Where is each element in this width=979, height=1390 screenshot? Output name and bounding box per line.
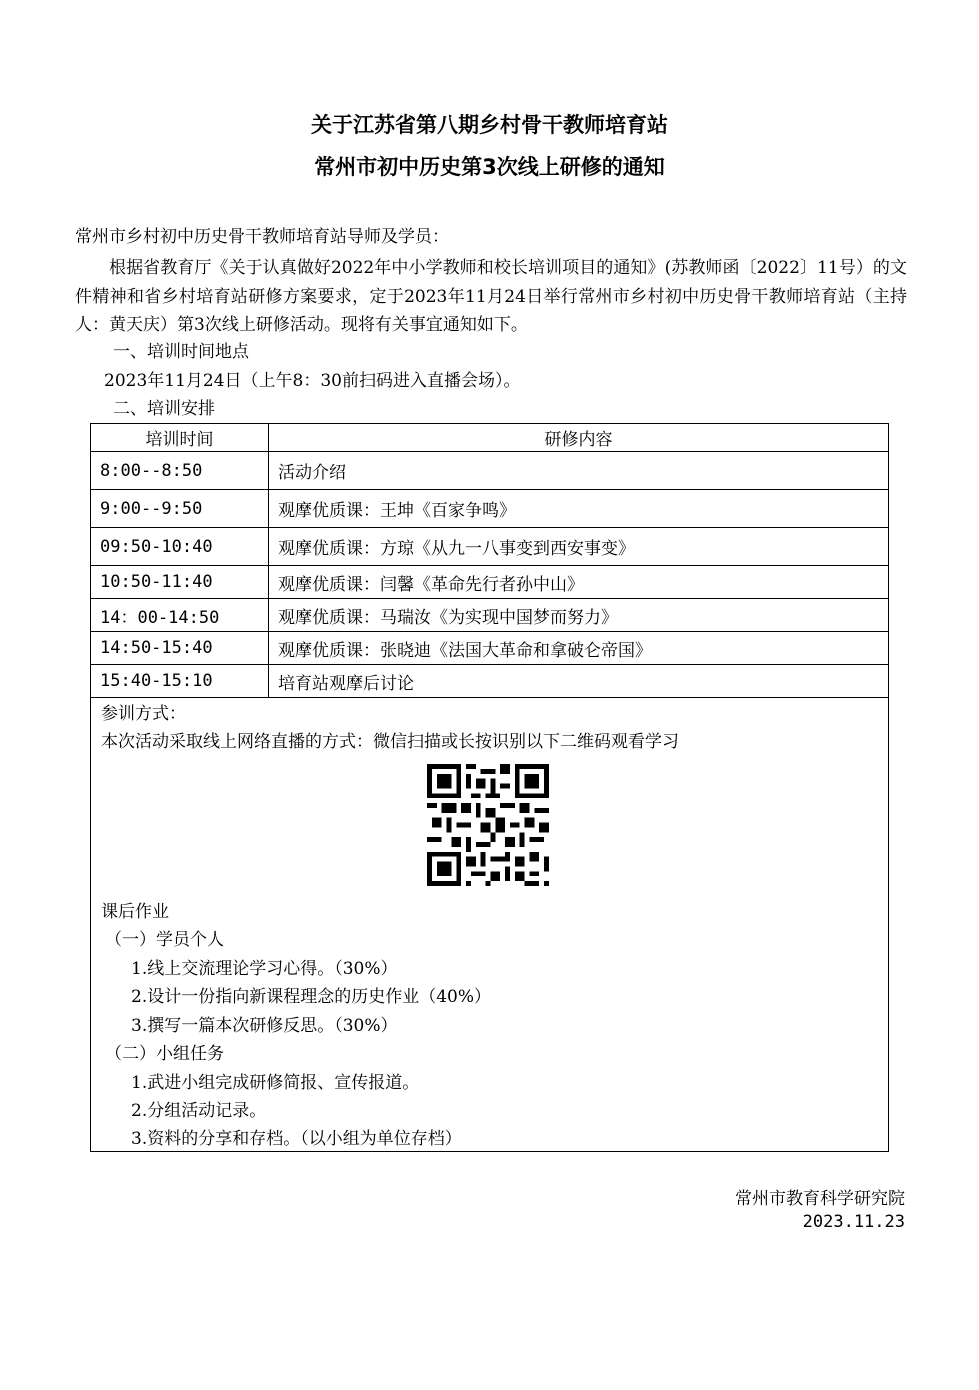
individual-item: 1.线上交流理论学习心得。（30%） — [131, 959, 398, 979]
row-content: 观摩优质课：王坤《百家争鸣》 — [269, 490, 889, 528]
row-time: 09:50-10:40 — [91, 528, 269, 566]
header-content: 研修内容 — [269, 424, 889, 452]
qr-code-icon[interactable] — [427, 764, 549, 886]
individual-item: 3.撰写一篇本次研修反思。（30%） — [131, 1016, 398, 1036]
row-content: 观摩优质课：方琼《从九一八事变到西安事变》 — [269, 528, 889, 566]
homework-heading: 课后作业 — [101, 902, 169, 922]
schedule-table — [90, 423, 889, 1152]
group-heading: （二）小组任务 — [105, 1044, 224, 1064]
salutation: 常州市乡村初中历史骨干教师培育站导师及学员： — [75, 227, 449, 247]
section2-heading: 二、培训安排 — [113, 399, 215, 419]
body-paragraph: 根据省教育厅《关于认真做好2022年中小学教师和校长培训项目的通知》(苏教师函〔2022〕11号）的文件精神和省乡村培育站研修方案要求，定于2023年11月24日举行常州市乡村初中历史骨干教师培育站（主持人：黄天庆）第3次线上研修活动。现将有关事宜通知如下。 — [75, 258, 907, 335]
section1-text: 2023年11月24日（上午8：30前扫码进入直播会场）。 — [104, 371, 521, 391]
table-row — [91, 632, 889, 665]
row-content: 活动介绍 — [269, 452, 889, 490]
table-row — [91, 566, 889, 599]
group-item: 1.武进小组完成研修简报、宣传报道。 — [131, 1073, 420, 1093]
details-row — [91, 698, 889, 1152]
individual-heading: （一）学员个人 — [105, 930, 224, 950]
table-row — [91, 490, 889, 528]
row-time: 9:00--9:50 — [91, 490, 269, 528]
row-time: 8:00--8:50 — [91, 452, 269, 490]
table-row — [91, 452, 889, 490]
row-content: 培育站观摩后讨论 — [269, 665, 889, 698]
notice-title-line2: 常州市初中历史第3次线上研修的通知 — [314, 155, 665, 179]
participation-heading: 参训方式： — [101, 704, 186, 724]
row-content: 观摩优质课：闫馨《革命先行者孙中山》 — [269, 566, 889, 599]
group-item: 3.资料的分享和存档。（以小组为单位存档） — [131, 1129, 462, 1149]
row-time: 14:50-15:40 — [91, 632, 269, 665]
header-time: 培训时间 — [91, 424, 269, 452]
table-row — [91, 528, 889, 566]
details-cell — [91, 698, 889, 1152]
table-row — [91, 599, 889, 632]
issue-date: 2023.11.23 — [802, 1212, 905, 1232]
table-row — [91, 665, 889, 698]
participation-text: 本次活动采取线上网络直播的方式：微信扫描或长按识别以下二维码观看学习 — [101, 732, 679, 752]
row-time: 14：00-14:50 — [91, 599, 269, 632]
section1-heading: 一、培训时间地点 — [113, 342, 249, 362]
row-time: 10:50-11:40 — [91, 566, 269, 599]
schedule-header-row — [91, 424, 889, 452]
row-content: 观摩优质课：张晓迪《法国大革命和拿破仑帝国》 — [269, 632, 889, 665]
row-content: 观摩优质课：马瑞汝《为实现中国梦而努力》 — [269, 599, 889, 632]
group-item: 2.分组活动记录。 — [131, 1101, 267, 1121]
notice-title-line1: 关于江苏省第八期乡村骨干教师培育站 — [311, 113, 668, 137]
individual-item: 2.设计一份指向新课程理念的历史作业（40%） — [131, 987, 492, 1007]
row-time: 15:40-15:10 — [91, 665, 269, 698]
issuing-organization: 常州市教育科学研究院 — [735, 1189, 905, 1209]
